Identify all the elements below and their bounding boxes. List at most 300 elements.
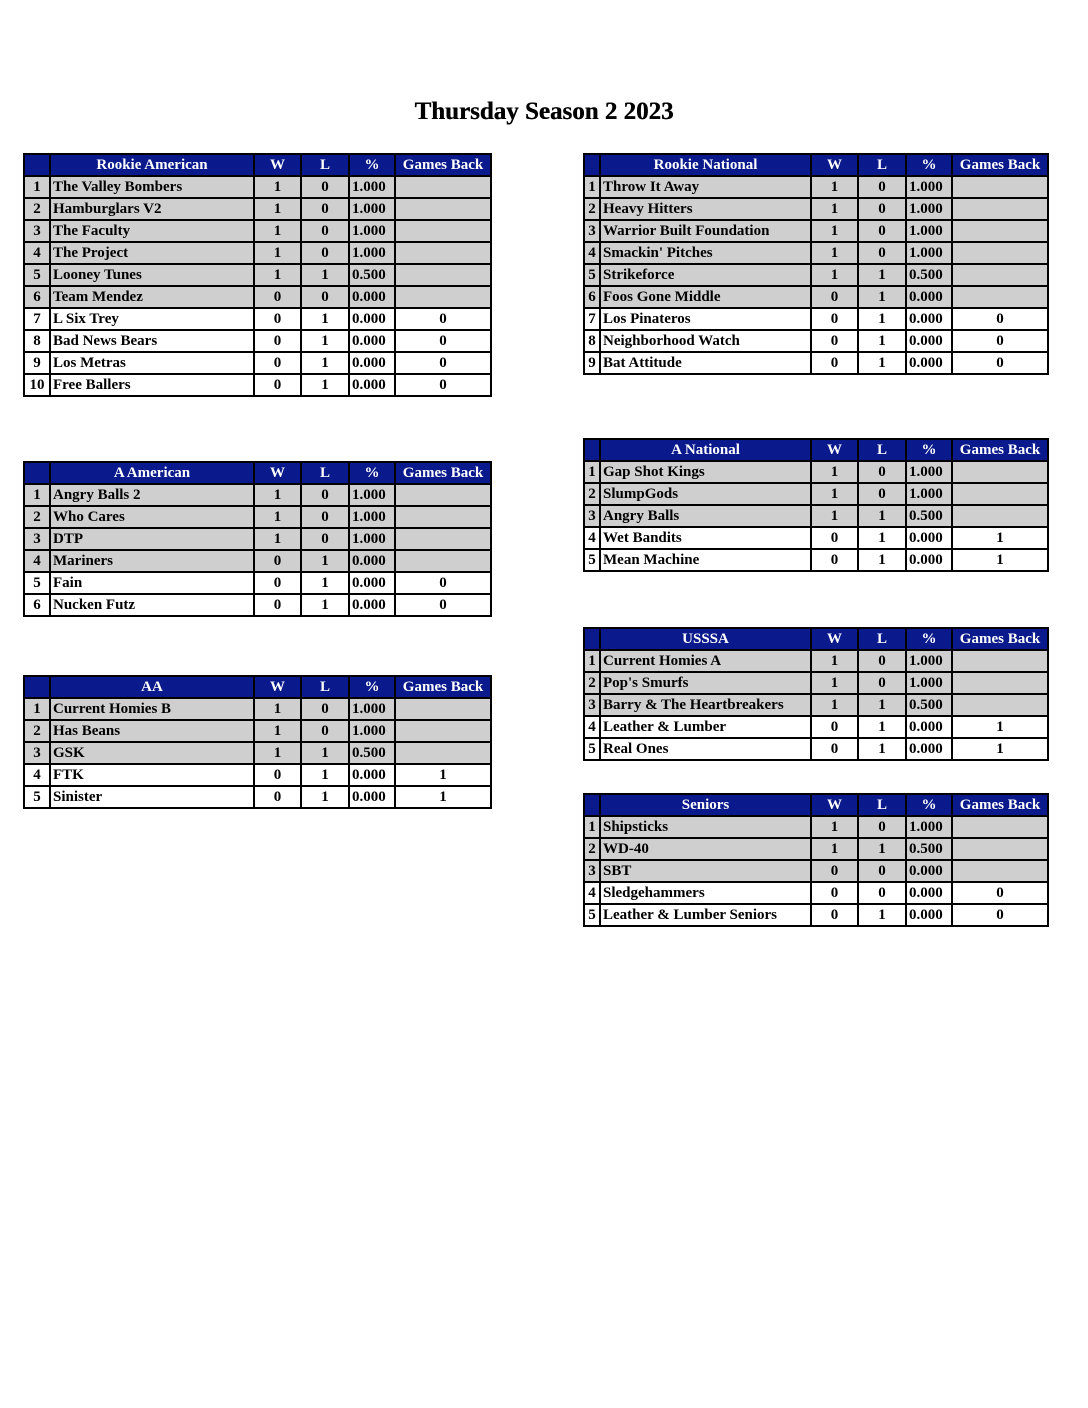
games-back-header: Games Back xyxy=(952,794,1048,816)
rank-cell: 1 xyxy=(584,176,600,198)
losses-cell: 0 xyxy=(858,198,906,220)
losses-cell: 0 xyxy=(858,860,906,882)
table-row xyxy=(24,264,491,286)
team-name-cell: Shipsticks xyxy=(600,816,811,838)
team-name-cell: Mean Machine xyxy=(600,549,811,571)
pct-cell: 1.000 xyxy=(349,506,395,528)
pct-header: % xyxy=(906,794,952,816)
table-row xyxy=(584,549,1048,571)
games-back-header: Games Back xyxy=(395,154,491,176)
table-row xyxy=(584,860,1048,882)
games-back-cell xyxy=(952,483,1048,505)
table-row xyxy=(24,742,491,764)
wins-cell: 1 xyxy=(811,220,858,242)
wins-cell: 1 xyxy=(811,672,858,694)
team-name-cell: Sinister xyxy=(50,786,254,808)
pct-header: % xyxy=(349,676,395,698)
wins-cell: 0 xyxy=(254,550,301,572)
games-back-header: Games Back xyxy=(952,628,1048,650)
wins-cell: 1 xyxy=(254,198,301,220)
pct-cell: 0.500 xyxy=(349,742,395,764)
table-row xyxy=(584,838,1048,860)
division-name: Rookie National xyxy=(600,154,811,176)
rank-cell: 3 xyxy=(584,505,600,527)
team-name-cell: Neighborhood Watch xyxy=(600,330,811,352)
pct-cell: 0.000 xyxy=(349,308,395,330)
table-row xyxy=(24,484,491,506)
losses-cell: 0 xyxy=(858,650,906,672)
pct-cell: 0.000 xyxy=(906,308,952,330)
games-back-cell xyxy=(952,461,1048,483)
pct-cell: 0.000 xyxy=(906,527,952,549)
games-back-cell xyxy=(395,484,491,506)
games-back-cell xyxy=(395,220,491,242)
team-name-cell: Who Cares xyxy=(50,506,254,528)
standings-seniors xyxy=(583,793,1049,927)
pct-cell: 1.000 xyxy=(349,242,395,264)
table-header-row xyxy=(24,676,491,698)
rank-cell: 4 xyxy=(24,242,50,264)
pct-cell: 0.000 xyxy=(349,594,395,616)
wins-cell: 1 xyxy=(811,176,858,198)
wins-cell: 1 xyxy=(811,198,858,220)
games-back-cell xyxy=(395,264,491,286)
team-name-cell: SBT xyxy=(600,860,811,882)
pct-cell: 0.000 xyxy=(349,286,395,308)
wins-cell: 1 xyxy=(811,461,858,483)
rank-cell: 3 xyxy=(24,220,50,242)
rank-header xyxy=(584,154,600,176)
pct-cell: 0.500 xyxy=(906,264,952,286)
losses-cell: 1 xyxy=(858,716,906,738)
games-back-cell: 1 xyxy=(395,764,491,786)
wins-cell: 0 xyxy=(254,330,301,352)
table-header-row xyxy=(24,154,491,176)
team-name-cell: Bat Attitude xyxy=(600,352,811,374)
pct-cell: 0.000 xyxy=(349,572,395,594)
rank-cell: 5 xyxy=(24,786,50,808)
games-back-cell: 1 xyxy=(952,738,1048,760)
table-row xyxy=(24,176,491,198)
table-row xyxy=(584,286,1048,308)
games-back-cell xyxy=(952,198,1048,220)
team-name-cell: Los Metras xyxy=(50,352,254,374)
losses-cell: 1 xyxy=(858,286,906,308)
team-name-cell: L Six Trey xyxy=(50,308,254,330)
wins-header: W xyxy=(254,154,301,176)
standings-usssa xyxy=(583,627,1049,761)
wins-cell: 1 xyxy=(254,720,301,742)
rank-cell: 6 xyxy=(584,286,600,308)
pct-cell: 0.000 xyxy=(906,352,952,374)
rank-cell: 3 xyxy=(584,220,600,242)
rank-cell: 1 xyxy=(584,650,600,672)
games-back-cell xyxy=(395,242,491,264)
wins-cell: 0 xyxy=(811,330,858,352)
rank-cell: 5 xyxy=(584,904,600,926)
losses-cell: 0 xyxy=(858,461,906,483)
rank-cell: 1 xyxy=(24,698,50,720)
losses-cell: 1 xyxy=(301,352,349,374)
pct-cell: 0.500 xyxy=(349,264,395,286)
games-back-cell xyxy=(395,506,491,528)
losses-cell: 1 xyxy=(858,308,906,330)
standings-aa xyxy=(23,675,492,809)
games-back-cell: 0 xyxy=(395,308,491,330)
standings-rookie-american xyxy=(23,153,492,397)
team-name-cell: Warrior Built Foundation xyxy=(600,220,811,242)
table-row xyxy=(24,352,491,374)
team-name-cell: Leather & Lumber xyxy=(600,716,811,738)
rank-cell: 5 xyxy=(584,549,600,571)
rank-cell: 5 xyxy=(24,572,50,594)
pct-cell: 1.000 xyxy=(906,220,952,242)
wins-cell: 1 xyxy=(254,742,301,764)
table-row xyxy=(584,882,1048,904)
games-back-cell xyxy=(395,198,491,220)
games-back-cell xyxy=(952,860,1048,882)
table-row xyxy=(584,650,1048,672)
table-row xyxy=(584,220,1048,242)
losses-header: L xyxy=(858,154,906,176)
pct-header: % xyxy=(349,154,395,176)
rank-cell: 2 xyxy=(24,506,50,528)
table-row xyxy=(24,374,491,396)
division-name: Rookie American xyxy=(50,154,254,176)
losses-cell: 1 xyxy=(858,738,906,760)
table-row xyxy=(584,738,1048,760)
wins-cell: 1 xyxy=(254,220,301,242)
rank-header xyxy=(24,154,50,176)
games-back-cell xyxy=(395,720,491,742)
team-name-cell: WD-40 xyxy=(600,838,811,860)
division-name: AA xyxy=(50,676,254,698)
table-row xyxy=(584,904,1048,926)
team-name-cell: Gap Shot Kings xyxy=(600,461,811,483)
table-row xyxy=(584,672,1048,694)
rank-cell: 6 xyxy=(24,594,50,616)
table-row xyxy=(24,786,491,808)
games-back-cell: 0 xyxy=(952,352,1048,374)
pct-cell: 0.000 xyxy=(906,904,952,926)
losses-header: L xyxy=(301,154,349,176)
table-row xyxy=(584,505,1048,527)
rank-cell: 7 xyxy=(584,308,600,330)
losses-header: L xyxy=(301,676,349,698)
rank-cell: 1 xyxy=(584,461,600,483)
wins-cell: 0 xyxy=(811,904,858,926)
table-row xyxy=(584,816,1048,838)
rank-header xyxy=(584,439,600,461)
games-back-cell: 0 xyxy=(952,904,1048,926)
wins-header: W xyxy=(811,794,858,816)
table-header-row xyxy=(584,628,1048,650)
losses-cell: 1 xyxy=(858,694,906,716)
table-row xyxy=(24,594,491,616)
pct-cell: 0.500 xyxy=(906,838,952,860)
losses-cell: 1 xyxy=(301,742,349,764)
pct-cell: 1.000 xyxy=(906,672,952,694)
wins-cell: 0 xyxy=(254,374,301,396)
pct-cell: 1.000 xyxy=(349,220,395,242)
losses-cell: 1 xyxy=(301,330,349,352)
table-row xyxy=(584,176,1048,198)
team-name-cell: Current Homies A xyxy=(600,650,811,672)
losses-cell: 0 xyxy=(301,528,349,550)
team-name-cell: Los Pinateros xyxy=(600,308,811,330)
table-row xyxy=(584,483,1048,505)
standings-a-american xyxy=(23,461,492,617)
division-name: Seniors xyxy=(600,794,811,816)
losses-cell: 1 xyxy=(301,374,349,396)
table-row xyxy=(584,352,1048,374)
table-header-row xyxy=(24,462,491,484)
table-row xyxy=(24,764,491,786)
games-back-cell xyxy=(952,816,1048,838)
team-name-cell: Barry & The Heartbreakers xyxy=(600,694,811,716)
pct-cell: 1.000 xyxy=(349,176,395,198)
games-back-cell xyxy=(952,242,1048,264)
wins-cell: 1 xyxy=(254,176,301,198)
wins-header: W xyxy=(254,462,301,484)
games-back-cell: 0 xyxy=(395,572,491,594)
games-back-header: Games Back xyxy=(395,462,491,484)
table-row xyxy=(24,286,491,308)
wins-cell: 0 xyxy=(254,572,301,594)
losses-cell: 0 xyxy=(858,816,906,838)
table-row xyxy=(584,198,1048,220)
losses-cell: 1 xyxy=(301,308,349,330)
pct-header: % xyxy=(906,154,952,176)
team-name-cell: Current Homies B xyxy=(50,698,254,720)
losses-cell: 1 xyxy=(301,786,349,808)
team-name-cell: Foos Gone Middle xyxy=(600,286,811,308)
rank-cell: 3 xyxy=(24,528,50,550)
losses-cell: 1 xyxy=(858,904,906,926)
table-row xyxy=(24,308,491,330)
losses-cell: 0 xyxy=(858,672,906,694)
wins-cell: 1 xyxy=(811,483,858,505)
losses-cell: 0 xyxy=(301,506,349,528)
wins-cell: 0 xyxy=(811,716,858,738)
team-name-cell: Has Beans xyxy=(50,720,254,742)
games-back-header: Games Back xyxy=(952,439,1048,461)
standings-rookie-national xyxy=(583,153,1049,375)
wins-cell: 1 xyxy=(254,698,301,720)
wins-cell: 1 xyxy=(811,838,858,860)
team-name-cell: Smackin' Pitches xyxy=(600,242,811,264)
table-header-row xyxy=(584,794,1048,816)
pct-cell: 1.000 xyxy=(349,720,395,742)
rank-cell: 4 xyxy=(24,764,50,786)
team-name-cell: Bad News Bears xyxy=(50,330,254,352)
games-back-header: Games Back xyxy=(952,154,1048,176)
losses-cell: 1 xyxy=(301,764,349,786)
table-row xyxy=(584,330,1048,352)
table-header-row xyxy=(584,439,1048,461)
wins-cell: 1 xyxy=(254,484,301,506)
wins-cell: 0 xyxy=(254,352,301,374)
games-back-cell: 0 xyxy=(952,882,1048,904)
team-name-cell: Angry Balls 2 xyxy=(50,484,254,506)
rank-cell: 6 xyxy=(24,286,50,308)
pct-cell: 1.000 xyxy=(906,650,952,672)
rank-cell: 4 xyxy=(24,550,50,572)
team-name-cell: Fain xyxy=(50,572,254,594)
wins-cell: 1 xyxy=(811,650,858,672)
rank-cell: 1 xyxy=(584,816,600,838)
pct-cell: 1.000 xyxy=(906,176,952,198)
pct-header: % xyxy=(906,628,952,650)
table-row xyxy=(584,461,1048,483)
team-name-cell: FTK xyxy=(50,764,254,786)
pct-cell: 0.000 xyxy=(906,549,952,571)
team-name-cell: Nucken Futz xyxy=(50,594,254,616)
rank-cell: 3 xyxy=(24,742,50,764)
rank-cell: 7 xyxy=(24,308,50,330)
wins-cell: 0 xyxy=(254,286,301,308)
pct-cell: 0.000 xyxy=(349,330,395,352)
pct-cell: 0.000 xyxy=(349,550,395,572)
team-name-cell: Looney Tunes xyxy=(50,264,254,286)
losses-cell: 0 xyxy=(301,484,349,506)
division-name: A National xyxy=(600,439,811,461)
table-row xyxy=(24,330,491,352)
games-back-cell: 1 xyxy=(952,549,1048,571)
rank-cell: 2 xyxy=(584,198,600,220)
wins-cell: 0 xyxy=(254,786,301,808)
table-row xyxy=(24,550,491,572)
losses-header: L xyxy=(301,462,349,484)
table-row xyxy=(24,198,491,220)
pct-cell: 0.500 xyxy=(906,505,952,527)
games-back-cell: 0 xyxy=(395,374,491,396)
table-row xyxy=(24,220,491,242)
games-back-cell: 1 xyxy=(952,527,1048,549)
rank-cell: 2 xyxy=(584,838,600,860)
games-back-cell xyxy=(952,176,1048,198)
pct-cell: 1.000 xyxy=(906,461,952,483)
games-back-cell: 1 xyxy=(395,786,491,808)
table-row xyxy=(24,506,491,528)
pct-cell: 0.000 xyxy=(349,764,395,786)
rank-cell: 3 xyxy=(584,860,600,882)
table-row xyxy=(24,242,491,264)
table-row xyxy=(24,720,491,742)
pct-cell: 0.000 xyxy=(906,738,952,760)
losses-header: L xyxy=(858,794,906,816)
wins-header: W xyxy=(254,676,301,698)
wins-cell: 1 xyxy=(811,242,858,264)
losses-cell: 0 xyxy=(858,882,906,904)
losses-header: L xyxy=(858,439,906,461)
games-back-cell: 0 xyxy=(952,308,1048,330)
pct-cell: 1.000 xyxy=(906,198,952,220)
table-row xyxy=(24,698,491,720)
table-row xyxy=(584,308,1048,330)
team-name-cell: Heavy Hitters xyxy=(600,198,811,220)
rank-cell: 2 xyxy=(584,483,600,505)
rank-cell: 5 xyxy=(584,738,600,760)
pct-cell: 1.000 xyxy=(906,483,952,505)
team-name-cell: Team Mendez xyxy=(50,286,254,308)
rank-cell: 4 xyxy=(584,716,600,738)
wins-cell: 0 xyxy=(811,527,858,549)
rank-cell: 3 xyxy=(584,694,600,716)
wins-header: W xyxy=(811,439,858,461)
wins-cell: 0 xyxy=(811,860,858,882)
losses-header: L xyxy=(858,628,906,650)
pct-cell: 0.000 xyxy=(349,786,395,808)
losses-cell: 1 xyxy=(301,594,349,616)
pct-cell: 1.000 xyxy=(349,698,395,720)
wins-cell: 0 xyxy=(254,308,301,330)
wins-cell: 0 xyxy=(254,764,301,786)
pct-cell: 0.000 xyxy=(906,716,952,738)
games-back-cell xyxy=(395,528,491,550)
games-back-cell xyxy=(952,286,1048,308)
pct-header: % xyxy=(906,439,952,461)
table-row xyxy=(584,716,1048,738)
rank-cell: 1 xyxy=(24,176,50,198)
wins-cell: 0 xyxy=(811,882,858,904)
rank-cell: 5 xyxy=(584,264,600,286)
games-back-cell: 0 xyxy=(952,330,1048,352)
games-back-cell xyxy=(395,550,491,572)
wins-cell: 1 xyxy=(254,242,301,264)
rank-cell: 1 xyxy=(24,484,50,506)
team-name-cell: Throw It Away xyxy=(600,176,811,198)
games-back-cell: 0 xyxy=(395,594,491,616)
losses-cell: 1 xyxy=(858,505,906,527)
team-name-cell: Hamburglars V2 xyxy=(50,198,254,220)
losses-cell: 0 xyxy=(301,220,349,242)
rank-header xyxy=(584,628,600,650)
pct-cell: 0.000 xyxy=(906,330,952,352)
games-back-header: Games Back xyxy=(395,676,491,698)
rank-cell: 2 xyxy=(584,672,600,694)
pct-cell: 0.000 xyxy=(906,860,952,882)
rank-cell: 4 xyxy=(584,242,600,264)
rank-cell: 8 xyxy=(584,330,600,352)
wins-cell: 0 xyxy=(811,308,858,330)
wins-cell: 1 xyxy=(254,264,301,286)
wins-cell: 0 xyxy=(811,738,858,760)
wins-cell: 0 xyxy=(811,549,858,571)
rank-header xyxy=(584,794,600,816)
rank-cell: 9 xyxy=(24,352,50,374)
pct-cell: 1.000 xyxy=(906,816,952,838)
rank-header xyxy=(24,676,50,698)
losses-cell: 1 xyxy=(301,264,349,286)
pct-cell: 0.000 xyxy=(906,882,952,904)
losses-cell: 0 xyxy=(858,220,906,242)
team-name-cell: Sledgehammers xyxy=(600,882,811,904)
page-title: Thursday Season 2 2023 xyxy=(414,98,674,125)
losses-cell: 1 xyxy=(858,352,906,374)
games-back-cell xyxy=(395,742,491,764)
games-back-cell xyxy=(395,286,491,308)
games-back-cell: 0 xyxy=(395,352,491,374)
games-back-cell xyxy=(395,698,491,720)
team-name-cell: Mariners xyxy=(50,550,254,572)
rank-cell: 10 xyxy=(24,374,50,396)
team-name-cell: Leather & Lumber Seniors xyxy=(600,904,811,926)
team-name-cell: Real Ones xyxy=(600,738,811,760)
pct-cell: 0.000 xyxy=(906,286,952,308)
standings-a-national xyxy=(583,438,1049,572)
division-name: A American xyxy=(50,462,254,484)
